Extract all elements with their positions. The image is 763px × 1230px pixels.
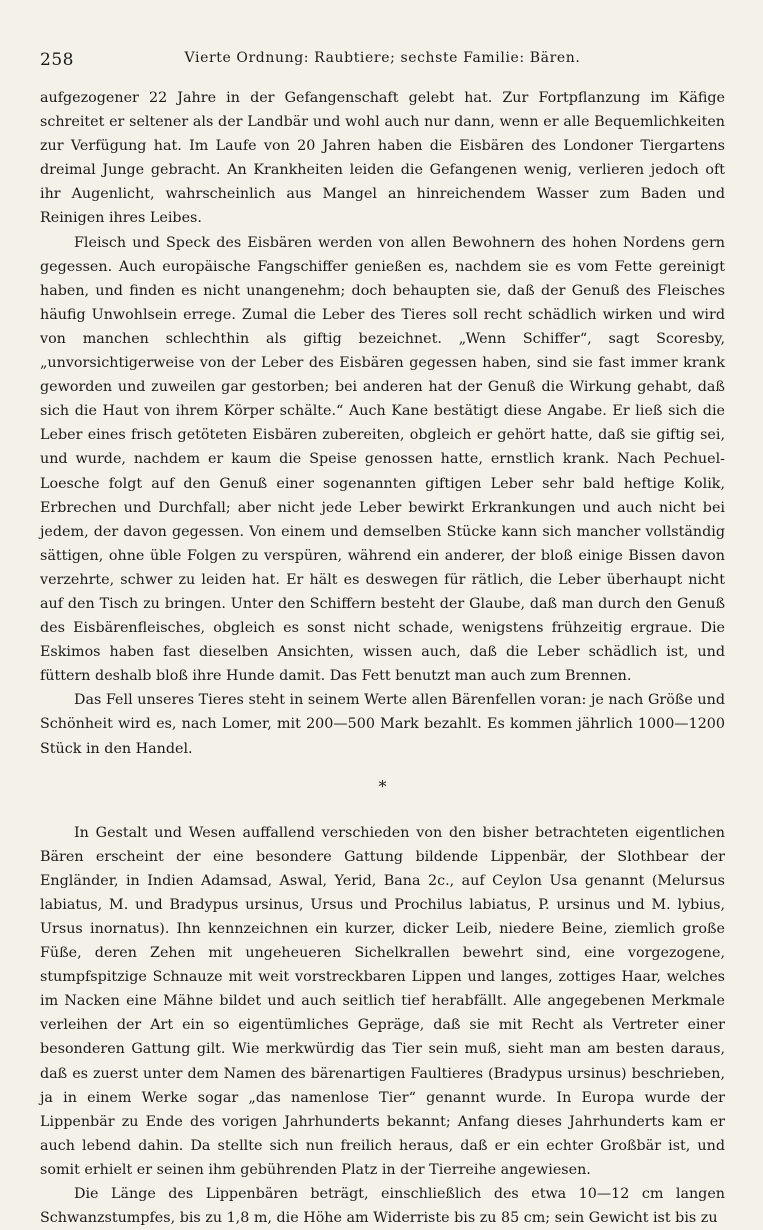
running-title: Vierte Ordnung: Raubtiere; sechste Familie: Bären. [184, 50, 581, 66]
running-head [40, 44, 725, 74]
section-divider-asterisk: * [378, 776, 387, 796]
body-text [40, 86, 725, 1230]
paragraph-fur-trade: Das Fell unseres Tieres steht in seinem Werte allen Bärenfellen voran: je nach Größe und Schönheit wird es, nach Lomer, mit 200—500 Mark bezahlt. Es kommen jährlich 1000—1200 Stück in den Handel. [40, 692, 725, 757]
paragraph-continued: aufgezogener 22 Jahre in der Gefangenschaft gelebt hat. Zur Fortpflanzung im Käfige schreitet er seltener als der Landbär und wohl auch nur dann, wenn er alle Bequemlichkeiten zur Verfügung hat. Im Laufe von 20 Jahren haben die Eisbären des Londoner Tiergartens dreimal Junge gebracht. An Krankheiten leiden die Gefangenen wenig, verlieren jedoch oft ihr Augenlicht, wahrscheinlich aus Mangel an hinreichendem Wasser zum Baden und Reinigen ihres Leibes. [40, 90, 725, 227]
page-number: 258 [40, 50, 74, 70]
paragraph-meat-and-liver: Fleisch und Speck des Eisbären werden von allen Bewohnern des hohen Nordens gern gegessen. Auch europäische Fangschiffer genießen es, nachdem sie es vom Fette gereinigt haben, und finden es nicht unangenehm; doch behaupten sie, daß der Genuß des Fleisches häufig Unwohlsein errege. Zumal die Leber des Tieres soll recht schädlich wirken und wird von manchen schlechthin als giftig bezeichnet. „Wenn Schiffer“, sagt Scoresby, „unvorsichtigerweise von der Leber des Eisbären gegessen haben, sind sie fast immer krank geworden und zuweilen gar gestorben; bei anderen hat der Genuß die Wirkung gehabt, daß sich die Haut von ihrem Körper schälte.“ Auch Kane bestätigt diese Angabe. Er ließ sich die Leber eines frisch getöteten Eisbären zubereiten, obgleich er gehört hatte, daß sie giftig sei, und wurde, nachdem er kaum die Speise genossen hatte, ernstlich krank. Nach Pechuel-Loesche folgt auf den Genuß einer sogenannten giftigen Leber sehr bald heftige Kolik, Erbrechen und Durchfall; aber nicht jede Leber bewirkt Erkrankungen und auch nicht bei jedem, der davon gegessen. Von einem und demselben Stücke kann sich mancher vollständig sättigen, ohne üble Folgen zu verspüren, während ein anderer, der bloß einige Bissen davon verzehrte, schwer zu leiden hat. Er hält es deswegen für rätlich, die Leber überhaupt nicht auf den Tisch zu bringen. Unter den Schiffern besteht der Glaube, daß man durch den Genuß des Eisbärenfleisches, obgleich es sonst nicht schade, wenigstens frühzeitig ergraue. Die Eskimos haben fast dieselben Ansichten, wissen auch, daß die Leber schädlich ist, und füttern deshalb bloß ihre Hunde damit. Das Fett benutzt man auch zum Brennen. [40, 234, 725, 685]
paragraph-sloth-bear-size: Die Länge des Lippenbären beträgt, einschließlich des etwa 10—12 cm langen Schwanzstumpfes, bis zu 1,8 m, die Höhe am Widerriste bis zu 85 cm; sein Gewicht ist bis zu [40, 1186, 725, 1227]
paragraph-sloth-bear-intro: In Gestalt und Wesen auffallend verschieden von den bisher betrachteten eigentlichen Bären erscheint der eine besondere Gattung bildende Lippenbär, der Slothbear der Engländer, in Indien Adamsad, Aswal, Yerid, Bana 2c., auf Ceylon Usa genannt (Melursus labiatus, M. und Bradypus ursinus, Ursus und Prochilus labiatus, P. ursinus und M. lybius, Ursus inornatus). Ihn kennzeichnen ein kurzer, dicker Leib, niedere Beine, ziemlich große Füße, deren Zehen mit ungeheueren Sichelkrallen bewehrt sind, eine vorgezogene, stumpfspitzige Schnauze mit weit vorstreckbaren Lippen und langes, zottiges Haar, welches im Nacken eine Mähne bildet und auch seitlich tief herabfällt. Alle angegebenen Merkmale verleihen der Art ein so eigentümliches Gepräge, daß sie mit Recht als Vertreter einer besonderen Gattung gilt. Wie merkwürdig das Tier sein muß, sieht man am besten daraus, daß es zuerst unter dem Namen des bärenartigen Faultieres (Bradypus ursinus) beschrieben, ja in einem Werke sogar „das namenlose Tier“ genannt wurde. In Europa wurde der Lippenbär zu Ende des vorigen Jahrhunderts bekannt; Anfang dieses Jahrhunderts kam er auch lebend dahin. Da stellte sich nun freilich heraus, daß er ein echter Großbär ist, und somit erhielt er seinen ihm gebührenden Platz in der Tierreihe angewiesen. [40, 824, 725, 1178]
